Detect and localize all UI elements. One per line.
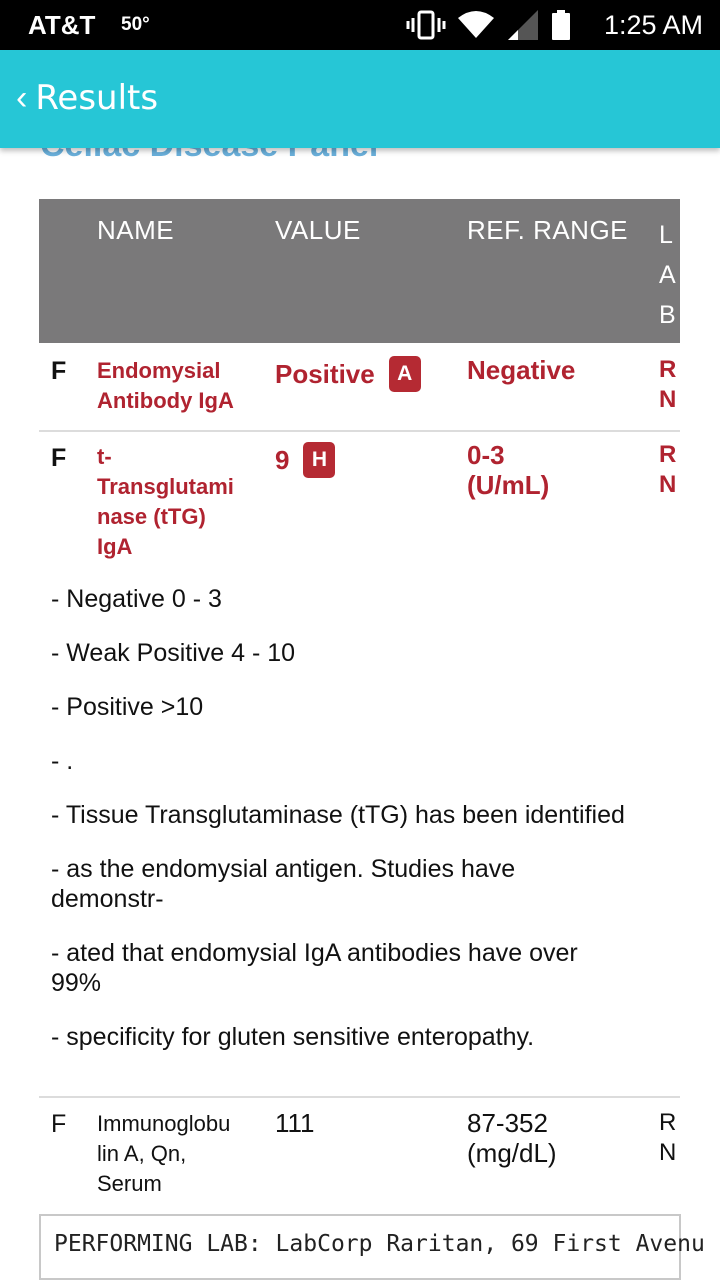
table-header [39,199,680,343]
ref-range: Negative [467,355,576,385]
performing-lab-box[interactable] [39,1214,705,1280]
temperature-label: 50° [121,14,150,35]
header-lab: L A B [659,221,676,329]
note-line: - as the endomysial antigen. Studies have demonstr- [51,855,516,913]
abnormal-badge: A [389,356,421,392]
signal-icon [508,10,538,40]
test-name: Immunoglobu lin A, Qn, Serum [97,1111,231,1196]
test-value: 9 H [275,442,335,478]
note-line: - Tissue Transglutaminase (tTG) has been identified [51,801,625,829]
table-row[interactable] [39,343,680,432]
wifi-icon [458,10,494,40]
status-bar [0,0,720,50]
ref-range: 87-352 (mg/dL) [467,1108,557,1168]
flag-label: F [51,444,67,472]
performing-lab-text: PERFORMING LAB: LabCorp Raritan, 69 First Avenu [54,1231,705,1257]
status-icons [408,8,570,42]
header-ref-range: REF. RANGE [467,215,629,245]
header-name: NAME [97,215,175,245]
note-line: - ated that endomysial IgA antibodies have over 99% [51,939,578,997]
note-line: - Weak Positive 4 - 10 [51,639,296,667]
results-content[interactable] [0,148,720,1280]
note-line: - Negative 0 - 3 [51,585,222,613]
lab-code: R N [659,356,677,413]
ref-range: 0-3 (U/mL) [467,440,550,500]
flag-label: F [51,357,67,385]
test-value: 111 [275,1108,315,1138]
note-line: - . [51,747,74,775]
high-badge: H [303,442,335,478]
chevron-left-icon: ‹ [16,79,28,117]
vibrate-icon [408,10,444,40]
clock-label: 1:25 AM [603,10,703,40]
back-label: Results [35,78,159,118]
lab-code: R N [659,1109,677,1166]
test-name: Endomysial Antibody IgA [97,358,234,413]
flag-label: F [51,1110,67,1138]
battery-icon [552,10,570,40]
table-row[interactable] [39,1098,680,1202]
result-notes [51,584,631,1076]
carrier-label: AT&T [28,10,96,40]
test-name: t- Transglutami nase (tTG) IgA [97,444,234,559]
app-bar [0,50,720,148]
test-value: Positive A [275,356,421,392]
back-button[interactable] [16,78,158,118]
header-value: VALUE [275,215,361,245]
note-line: - specificity for gluten sensitive enteropathy. [51,1023,535,1051]
lab-code: R N [659,441,677,498]
note-line: - Positive >10 [51,693,204,721]
